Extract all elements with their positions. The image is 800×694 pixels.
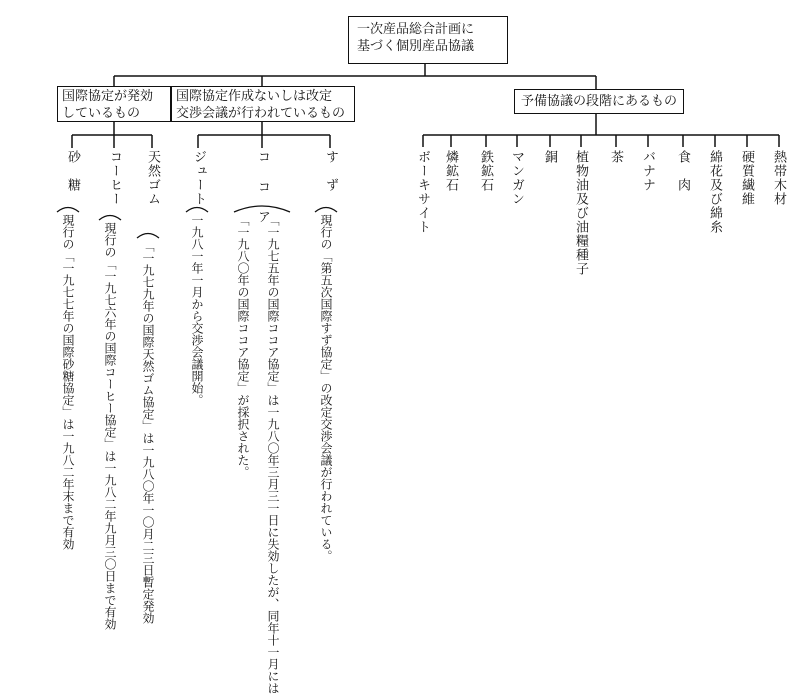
item-note-cocoa-1: 「一九七五年の国際ココア協定」は一九八〇年三月三一日に失効したが、同年十一月には (266, 214, 280, 694)
prelim-item-tropical-timber: 熱帯木材 (771, 150, 786, 206)
group-3-line-1: 予備協議の段階にあるもの (521, 94, 678, 109)
group-node-negotiating (171, 86, 355, 122)
group-node-in-force (57, 86, 171, 122)
prelim-item-cotton: 綿花及び綿糸 (707, 150, 722, 234)
group-2-line-2: 交渉会議が行われているもの (176, 106, 346, 121)
item-note-cocoa-2: 「一九八〇年の国際ココア協定」が採択された。 (236, 214, 250, 478)
item-note-sugar: 現行の「一九七七年の国際砂糖協定」は一九八二年末まで有効 (61, 214, 75, 550)
prelim-item-copper: 銅 (542, 150, 557, 164)
prelim-item-bauxite: ボーキサイト (415, 150, 430, 234)
prelim-item-hard-fibres: 硬質繊維 (739, 150, 754, 206)
root-line-2: 基づく個別産品協議 (357, 39, 475, 54)
item-label-jute: ジュート (191, 150, 206, 206)
bracket-rubber (135, 231, 161, 239)
item-label-rubber: 天然ゴム (145, 150, 160, 206)
prelim-item-meat: 食 肉 (675, 150, 690, 192)
bracket-sugar (55, 205, 81, 213)
root-line-1: 一次産品総合計画に (357, 22, 475, 37)
group-1-line-2: しているもの (62, 106, 141, 121)
root-node (348, 16, 508, 64)
item-label-cocoa: コ コ ア (255, 150, 270, 224)
prelim-item-tea: 茶 (608, 150, 623, 164)
item-note-jute: 一九八一年一月から交渉会議開始。 (190, 214, 204, 406)
prelim-item-iron-ore: 鉄鉱石 (478, 150, 493, 192)
item-note-coffee: 現行の「一九七六年の国際コーヒー協定」は一九八二年九月三〇日まで有効 (103, 222, 117, 630)
item-label-sugar: 砂 糖 (65, 150, 80, 192)
group-2-line-1: 国際協定作成ないしは改定 (176, 89, 333, 104)
group-1-line-1: 国際協定が発効 (62, 89, 154, 104)
bracket-coffee (97, 213, 123, 221)
group-node-preliminary (514, 89, 684, 114)
item-note-tin: 現行の「第五次国際すず協定」の改定交渉会議が行われている。 (319, 214, 333, 562)
prelim-item-phosphate-rock: 燐鉱石 (443, 150, 458, 192)
prelim-item-manganese: マンガン (509, 150, 524, 206)
item-note-rubber: 「一九七九年の国際天然ゴム協定」は一九八〇年一〇月二三日暫定発効 (141, 240, 155, 624)
item-label-tin: す ず (323, 150, 338, 192)
bracket-tin (313, 205, 339, 213)
prelim-item-bananas: バナナ (640, 150, 655, 192)
bracket-cocoa (232, 203, 292, 213)
prelim-item-vegetable-oils: 植物油及び油糧種子 (573, 150, 588, 276)
item-label-coffee: コーヒー (107, 150, 122, 206)
bracket-jute (184, 205, 210, 213)
